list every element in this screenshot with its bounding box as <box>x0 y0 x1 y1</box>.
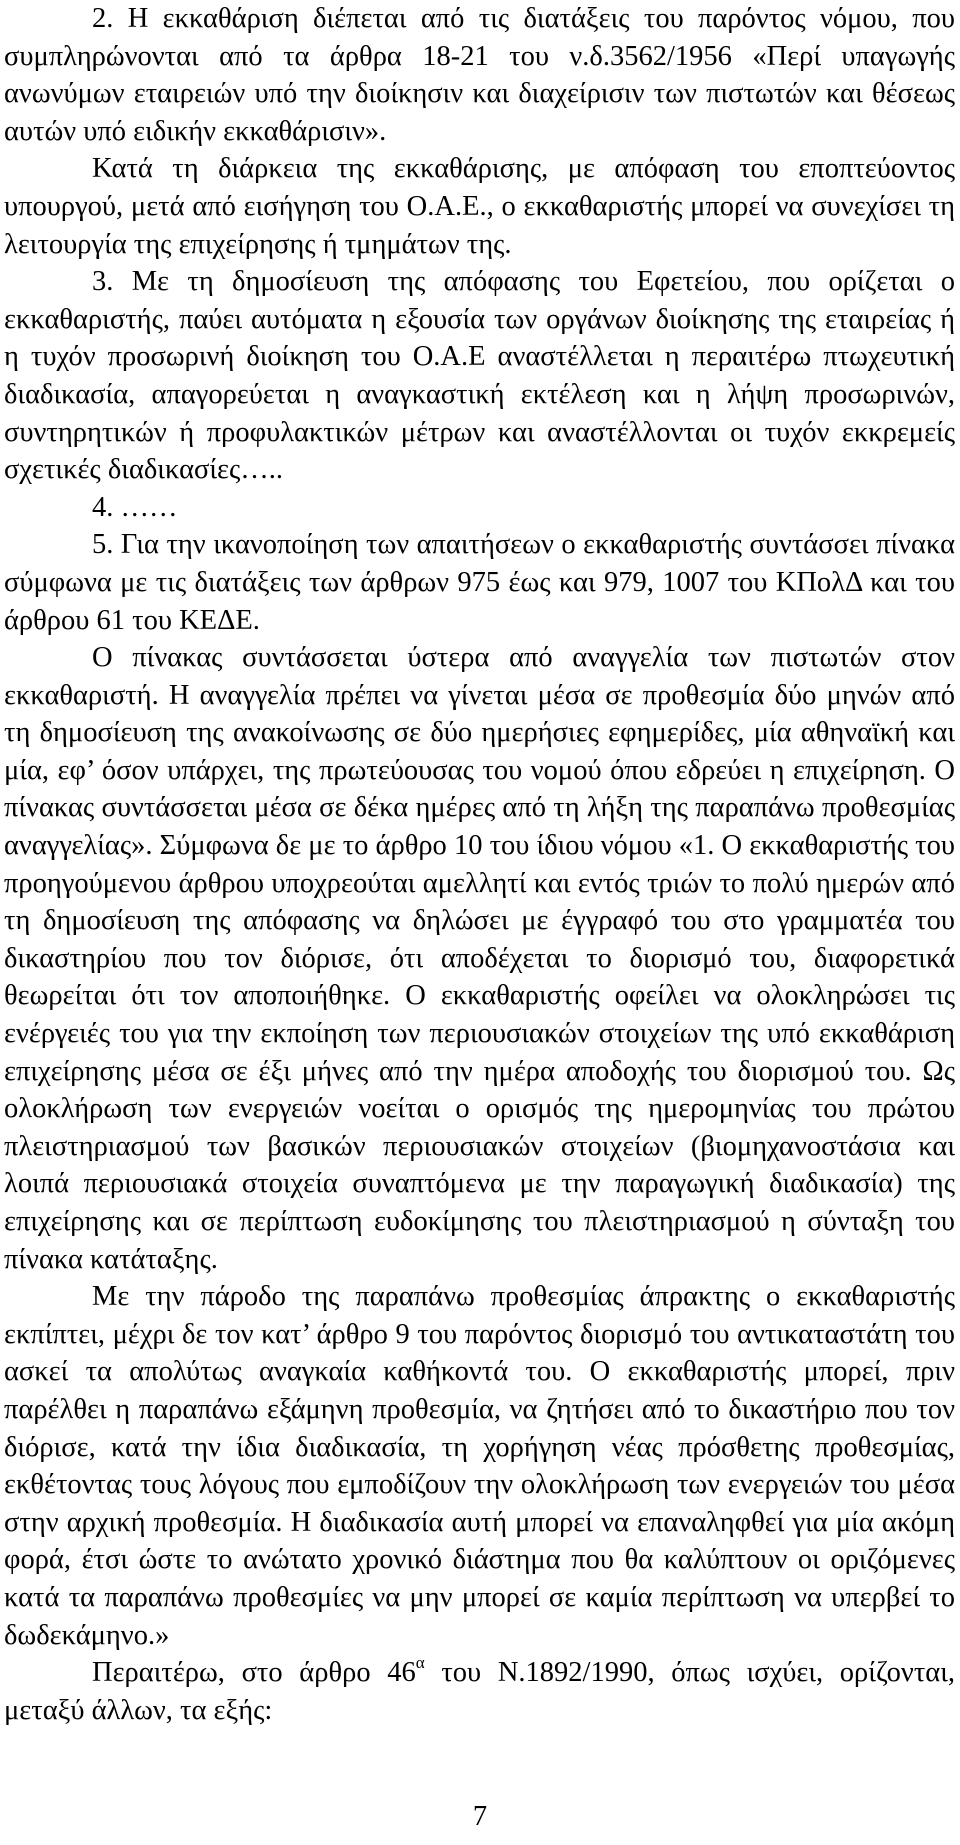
document-body <box>4 0 955 1729</box>
page-number: 7 <box>472 1801 488 1832</box>
paragraph-article-3: 3. Με τη δημοσίευση της απόφασης του Εφετείου, που ορίζεται ο εκκαθαριστής, παύει αυτόματα η εξουσία των οργάνων διοίκησης της εταιρείας ή η τυχόν προσωρινή διοίκηση του Ο.Α.Ε αναστέλλεται η περαιτέρω πτωχευτική διαδικασία, απαγορεύεται η αναγκαστική εκτέλεση και η λήψη προσωρινών, συντηρητικών ή προφυλακτικών μέτρων και αναστέλλονται οι τυχόν εκκρεμείς σχετικές διαδικασίες….. <box>4 266 955 486</box>
paragraph-article-4: 4. …… <box>92 491 178 523</box>
paragraph-deadline-expiry: Με την πάροδο της παραπάνω προθεσμίας άπρακτης ο εκκαθαριστής εκπίπτει, μέχρι δε τον κατ’ άρθρο 9 του παρόντος διορισμό του αντικαταστάτη του ασκεί τα απολύτως αναγκαία καθήκοντά του. Ο εκκαθαριστής μπορεί, πριν παρέλθει η παραπάνω εξάμηνη προθεσμία, να ζητήσει από το δικαστήριο που τον διόρισε, κατά την ίδια διαδικασία, τη χορήγηση νέας πρόσθετης προθεσμίας, εκθέτοντας τους λόγους που εμποδίζουν την ολοκλήρωση των ενεργειών του μέσα στην αρχική προθεσμία. Η διαδικασία αυτή μπορεί να επαναληφθεί για μία ακόμη φορά, έτσι ώστε το ανώτατο χρονικό διάστημα που θα καλύπτουν οι οριζόμενες κατά τα παραπάνω προθεσμίες να μην μπορεί σε καμία περίπτωση να υπερβεί το δωδεκάμηνο.» <box>4 1281 955 1651</box>
article-46a-superscript: α <box>415 1653 425 1673</box>
paragraph-creditors-table: Ο πίνακας συντάσσεται ύστερα από αναγγελία των πιστωτών στον εκκαθαριστή. Η αναγγελία πρέπει να γίνεται μέσα σε προθεσμία δύο μηνών από τη δημοσίευση της ανακοίνωσης σε δύο ημερήσιες εφημερίδες, μία αθηναϊκή και μία, εφ’ όσον υπάρχει, της πρωτεύουσας του νομού όπου εδρεύει η επιχείρηση. Ο πίνακας συντάσσεται μέσα σε δέκα ημέρες από τη λήξη της παραπάνω προθεσμίας αναγγελίας». Σύμφωνα δε με το άρθρο 10 του ίδιου νόμου «1. Ο εκκαθαριστής του προηγούμενου άρθρου υποχρεούται αμελλητί και εντός τριών το πολύ ημερών από τη δημοσίευση της απόφασης να δηλώσει με έγγραφό του στο γραμματέα του δικαστηρίου που τον διόρισε, ότι αποδέχεται το διορισμό του, διαφορετικά θεωρείται ότι τον αποποιήθηκε. Ο εκκαθαριστής οφείλει να ολοκληρώσει τις ενέργειές του για την εκποίηση των περιουσιακών στοιχείων της υπό εκκαθάριση επιχείρησης μέσα σε έξι μήνες από την ημέρα αποδοχής του διορισμού του. Ως ολοκλήρωση των ενεργειών νοείται ο ορισμός της ημερομηνίας του πρώτου πλειστηριασμού των βασικών περιουσιακών στοιχείων (βιομηχανοστάσια και λοιπά περιουσιακά στοιχεία συναπτόμενα με την παραγωγική διαδικασία) της επιχείρησης και σε περίπτωση ευδοκίμησης του πλειστηριασμού η σύνταξη του πίνακα κατάταξης. <box>4 642 955 1275</box>
paragraph-article-5: 5. Για την ικανοποίηση των απαιτήσεων ο εκκαθαριστής συντάσσει πίνακα σύμφωνα με τις διατάξεις των άρθρων 975 έως και 979, 1007 του ΚΠολΔ και του άρθρου 61 του ΚΕΔΕ. <box>4 529 955 636</box>
article-46a-text-start: Περαιτέρω, στο άρθρο 46 <box>92 1657 416 1689</box>
article-46a-text-end: του Ν.1892/1990, όπως ισχύει, ορίζονται, μεταξύ άλλων, τα εξής: <box>4 1657 955 1726</box>
paragraph-liquidation-continuation: Κατά τη διάρκεια της εκκαθάρισης, με απόφαση του εποπτεύοντος υπουργού, μετά από εισήγηση του Ο.Α.Ε., ο εκκαθαριστής μπορεί να συνεχίσει τη λειτουργία της επιχείρησης ή τμημάτων της. <box>4 153 955 260</box>
paragraph-article-46a <box>4 1654 955 1729</box>
paragraph-article-2: 2. Η εκκαθάριση διέπεται από τις διατάξεις του παρόντος νόμου, που συμπληρώνονται από τα άρθρα 18-21 του ν.δ.3562/1956 «Περί υπαγωγής ανωνύμων εταιρειών υπό την διοίκησιν και διαχείρισιν των πιστωτών και θέσεως αυτών υπό ειδικήν εκκαθάρισιν». <box>4 3 955 147</box>
